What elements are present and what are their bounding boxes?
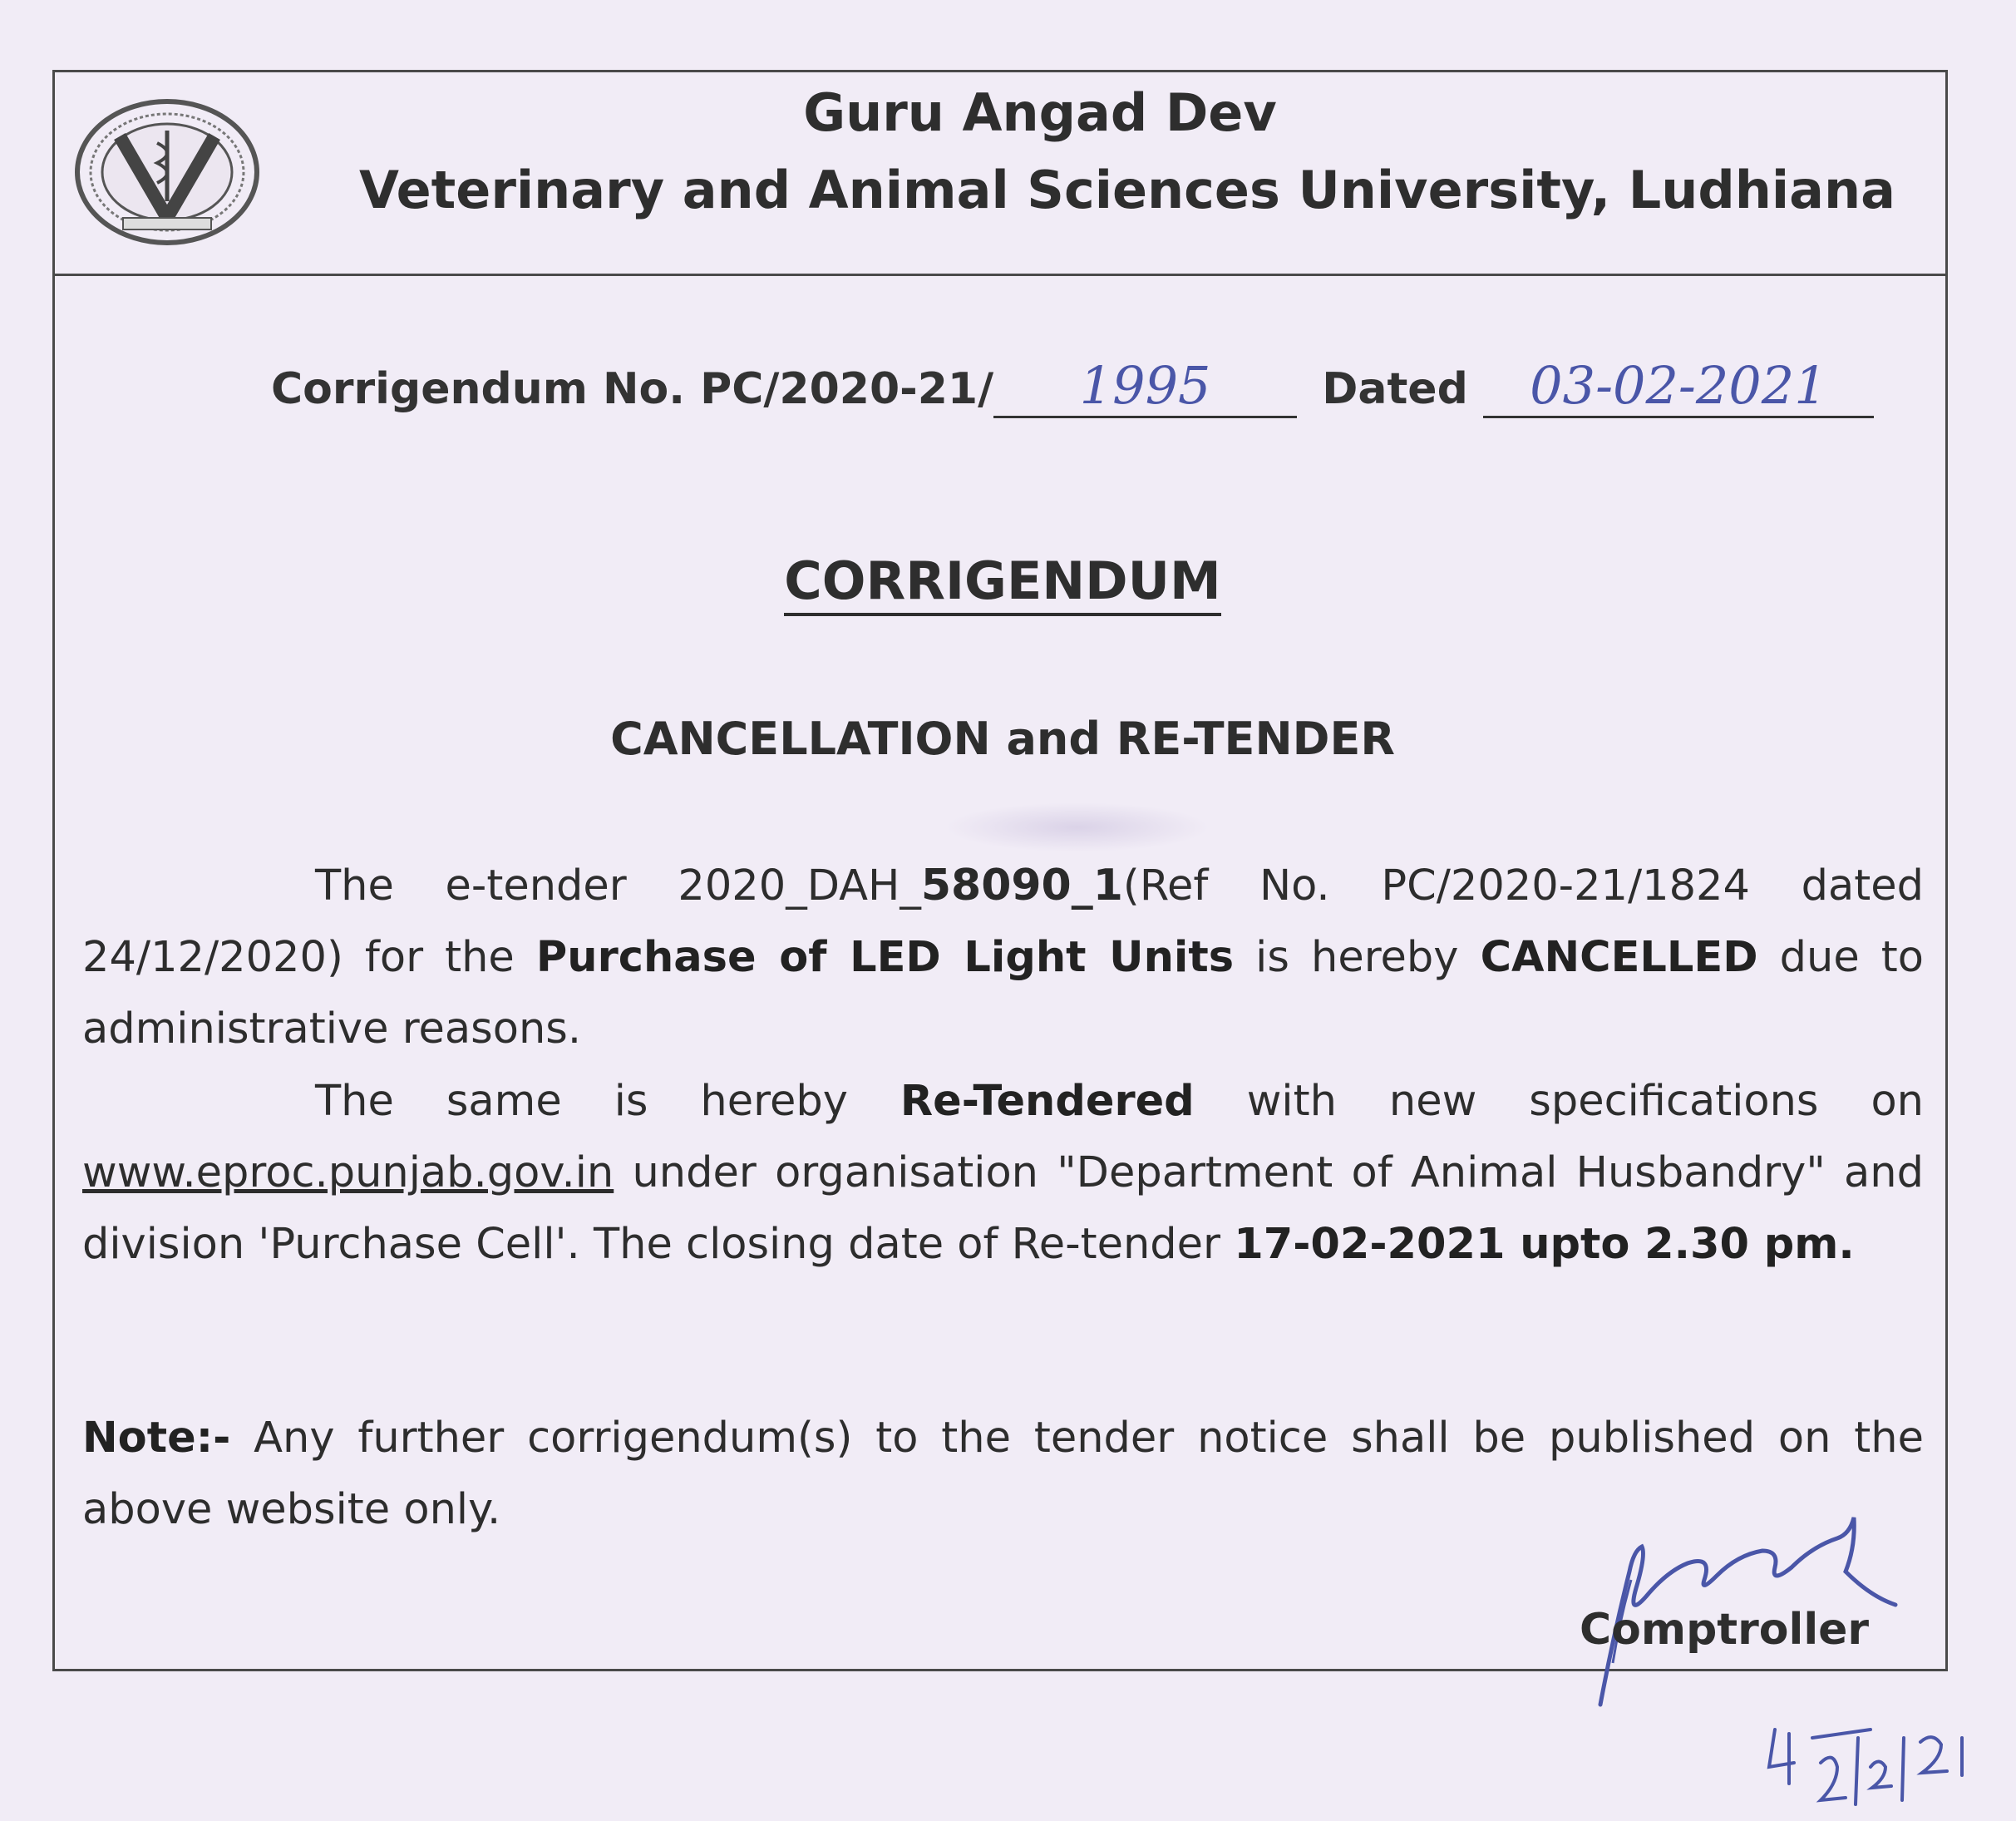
retendered-word: Re-Tendered xyxy=(900,1077,1195,1126)
corrigendum-reference xyxy=(271,355,1874,418)
retender-paragraph: The same is hereby Re-Tendered with new specifications on www.eproc.punjab.gov.in under organisation "Department of Animal Husbandry" and division 'Purchase Cell'. The closing date of Re-tender 17-02-2021 upto 2.30 pm. xyxy=(82,1077,1924,1269)
purchase-item: Purchase of LED Light Units xyxy=(535,933,1235,982)
ink-smudge xyxy=(944,802,1210,852)
tender-number: 58090_1 xyxy=(920,861,1123,910)
document-frame xyxy=(52,70,1948,1671)
document-title: CORRIGENDUM xyxy=(55,550,1950,611)
reference-prefix: Corrigendum No. PC/2020-21/ xyxy=(271,364,994,414)
date-field xyxy=(1483,355,1874,418)
university-name-line1: Guru Angad Dev xyxy=(803,82,1277,143)
reference-number-field xyxy=(993,355,1297,418)
closing-date: 17-02-2021 upto 2.30 pm. xyxy=(1234,1220,1855,1269)
document-subtitle: CANCELLATION and RE-TENDER xyxy=(610,713,1395,765)
reference-number: 1995 xyxy=(1079,355,1211,416)
cancellation-paragraph: The e-tender 2020_DAH_58090_1(Ref No. PC/2020-21/1824 dated 24/12/2020) for the Purchase of LED Light Units is hereby CANCELLED due to administrative reasons. xyxy=(82,861,1924,1054)
note-paragraph: Note:- Any further corrigendum(s) to the tender notice shall be published on the above website only. xyxy=(82,1414,1924,1534)
signature-icon xyxy=(1488,1472,1954,1721)
note-label: Note:- xyxy=(82,1414,231,1463)
signatory-title: Comptroller xyxy=(1580,1605,1870,1655)
eproc-website-link[interactable]: www.eproc.punjab.gov.in xyxy=(82,1148,614,1197)
university-name-line2: Veterinary and Animal Sciences University, Ludhiana xyxy=(359,160,1895,220)
initials-date-handwriting xyxy=(1754,1705,2004,1813)
cancelled-word: CANCELLED xyxy=(1480,933,1758,982)
reference-date: 03-02-2021 xyxy=(1530,355,1827,416)
dated-label: Dated xyxy=(1322,364,1468,414)
letterhead xyxy=(55,72,1945,276)
